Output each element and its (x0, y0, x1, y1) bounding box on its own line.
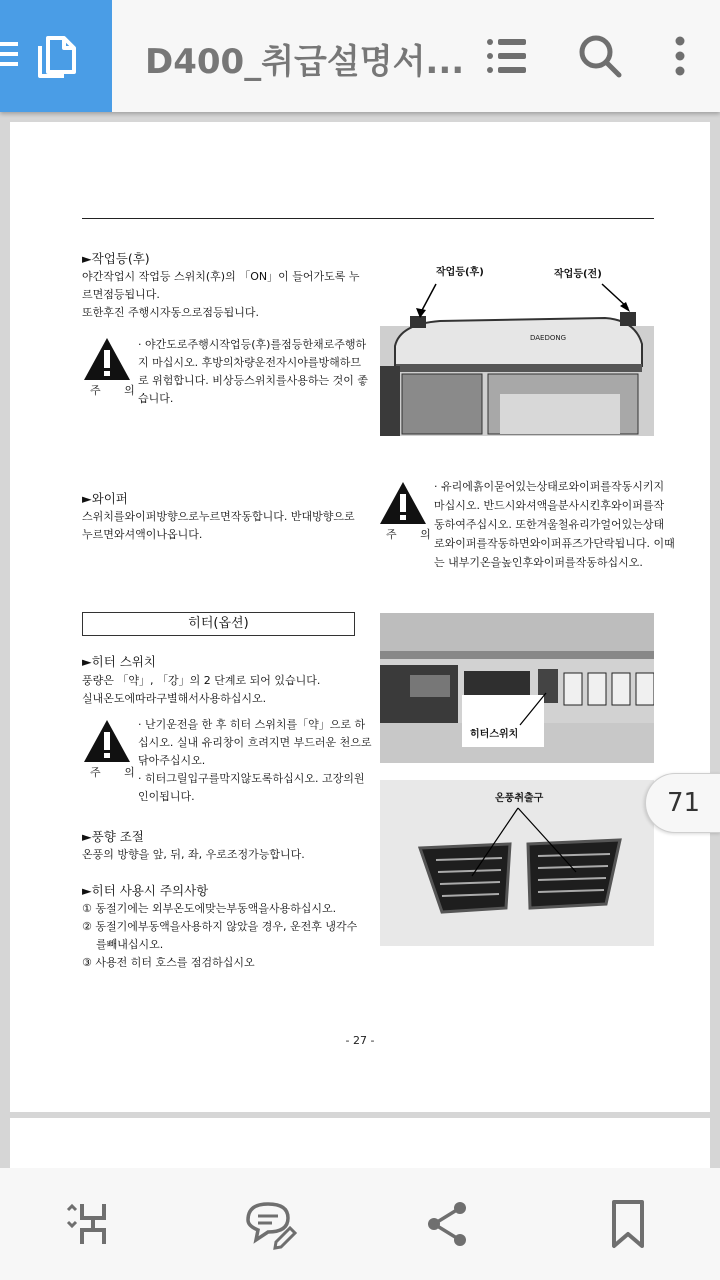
photo-label-heater-switch: 히터스위치 (470, 729, 519, 740)
work-light-warning-2: 지 마십시오. 후방의차량운전자시야를방해하므 (138, 356, 362, 369)
heater-vent-photo (380, 780, 654, 946)
photo-brand-label: DAEDONG (530, 334, 567, 342)
wiper-warning-4: 로와이퍼를작동하면와이퍼퓨즈가단락됩니다. 이때 (434, 537, 675, 550)
warning-triangle-icon (82, 336, 132, 382)
work-light-body-2: 르면점등됩니다. (82, 288, 160, 301)
pdf-page[interactable] (10, 122, 710, 1112)
heater-caution-heading: ►히터 사용시 주의사항 (82, 883, 209, 898)
heater-caution-item-1: ① 동절기에는 외부온도에맞는부동액을사용하십시오. (82, 902, 337, 915)
list-icon[interactable] (482, 32, 530, 80)
reflow-icon[interactable] (60, 1196, 116, 1252)
fan-direction-body: 온풍의 방향을 앞, 뒤, 좌, 우로조정가능합니다. (82, 848, 305, 861)
page-number-badge[interactable]: 71 (645, 773, 720, 833)
search-icon[interactable] (576, 32, 624, 80)
heater-switch-body-1: 풍량은 「약」, 「강」의 2 단계로 되어 있습니다. (82, 674, 321, 687)
warning-triangle-icon (82, 718, 132, 764)
photo-label-front-light: 작업등(전) (554, 269, 602, 280)
nav-drawer-button[interactable] (0, 0, 112, 112)
work-light-warning-1: · 야간도로주행시작업등(후)를점등한채로주행하 (138, 338, 367, 351)
share-icon[interactable] (420, 1196, 476, 1252)
warning-caption: 주 의 (90, 384, 145, 397)
heater-switch-body-2: 실내온도에따라구별해서사용하십시오. (82, 692, 267, 705)
heater-switch-heading: ►히터 스위치 (82, 654, 156, 669)
bookmark-icon[interactable] (600, 1196, 656, 1252)
photo-label-rear-light: 작업등(후) (436, 267, 484, 278)
photo-label-heater-vent: 온풍취출구 (495, 793, 544, 804)
heater-option-box: 히터(옵션) (82, 612, 355, 636)
wiper-body-2: 누르면와셔액이나옵니다. (82, 528, 203, 541)
heater-caution-item-2-cont: 를빼내십시오. (82, 938, 164, 951)
work-light-heading: ►작업등(후) (82, 251, 150, 266)
wiper-warning-3: 동하여주십시오. 또한겨울철유리가얼어있는상태 (434, 518, 665, 531)
top-app-bar (0, 0, 720, 112)
warning-caption: 주 의 (90, 766, 145, 779)
bottom-toolbar (0, 1168, 720, 1280)
work-light-body-1: 야간작업시 작업등 스위치(후)의 「ON」이 들어가도록 누 (82, 270, 360, 283)
heater-warning-4: · 히터그릴입구를막지않도록하십시오. 고장의원 (138, 772, 365, 785)
comment-icon[interactable] (242, 1196, 298, 1252)
document-icon (36, 32, 78, 80)
wiper-heading: ►와이퍼 (82, 491, 128, 506)
heater-warning-3: 닦아주십시오. (138, 754, 206, 767)
heater-caution-item-2: ② 동절기에부동액을사용하지 않았을 경우, 운전후 냉각수 (82, 920, 358, 933)
work-light-body-3: 또한후진 주행시자동으로점등됩니다. (82, 306, 260, 319)
warning-caption: 주 의 (386, 528, 441, 541)
page-top-rule (82, 218, 654, 219)
heater-warning-2: 십시오. 실내 유리창이 흐려지면 부드러운 천으로 (138, 736, 372, 749)
work-light-warning-4: 습니다. (138, 392, 174, 405)
more-vert-icon[interactable] (656, 32, 704, 80)
heater-warning-5: 인이됩니다. (138, 790, 195, 803)
warning-triangle-icon (378, 480, 428, 526)
work-light-warning-3: 로 위험합니다. 비상등스위치를사용하는 것이 좋 (138, 374, 369, 387)
document-title: D400_취급설명서... (145, 42, 465, 82)
wiper-body-1: 스위치를와이퍼방향으로누르면작동합니다. 반대방향으로 (82, 510, 355, 523)
heater-caution-item-3: ③ 사용전 히터 호스를 점검하십시오 (82, 956, 255, 969)
heater-warning-1: · 난기운전을 한 후 히터 스위치를「약」으로 하 (138, 718, 366, 731)
wiper-warning-2: 마십시오. 반드시와셔액을분사시킨후와이퍼를작 (434, 499, 665, 512)
menu-icon[interactable] (0, 42, 18, 72)
wiper-warning-1: · 유리에흙이묻어있는상태로와이퍼를작동시키지 (434, 480, 665, 493)
cab-photo (380, 246, 654, 436)
heater-switch-photo (380, 613, 654, 763)
printed-page-number: - 27 - (345, 1034, 375, 1047)
wiper-warning-5: 는 내부기온을높인후와이퍼를작동하십시오. (434, 556, 643, 569)
fan-direction-heading: ►풍향 조절 (82, 829, 144, 844)
